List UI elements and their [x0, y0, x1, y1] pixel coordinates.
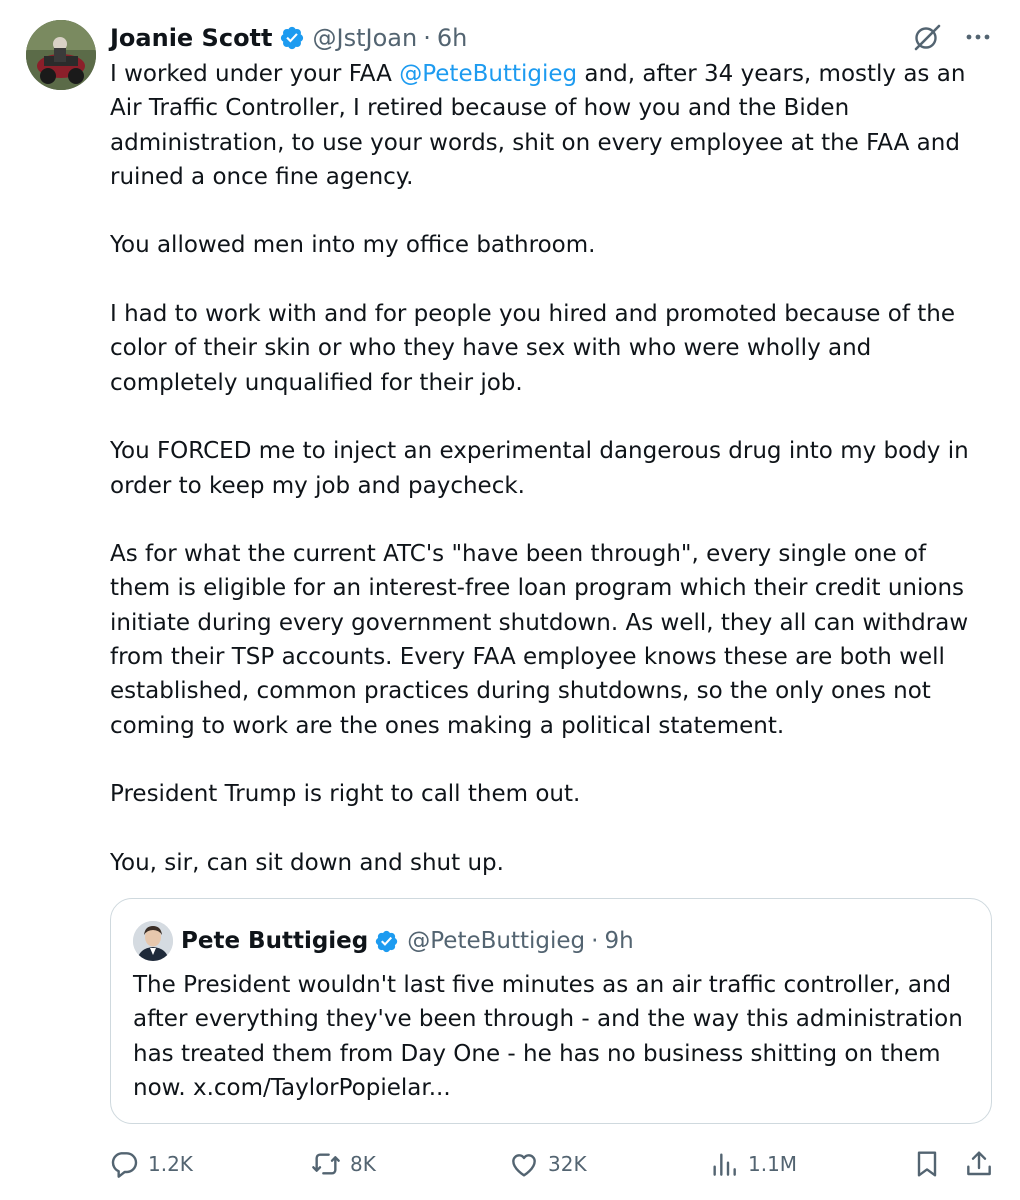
share-button[interactable] [963, 1144, 995, 1184]
like-count: 32K [548, 1152, 587, 1176]
quoted-handle[interactable]: @PeteButtigieg [407, 928, 586, 954]
paragraph-4: You FORCED me to inject an experimental dangerous drug into my body in order to keep my job and paycheck. [110, 438, 969, 499]
bookmark-icon [911, 1148, 943, 1180]
repost-button[interactable] [310, 1144, 376, 1184]
views-count: 1.1M [748, 1152, 798, 1176]
reply-count: 1.2K [148, 1152, 193, 1176]
text-segment: I worked under your FAA [110, 61, 400, 87]
tweet-body [110, 57, 990, 880]
share-icon [963, 1148, 995, 1180]
action-bar [108, 1144, 993, 1184]
heart-icon [508, 1148, 540, 1180]
author-handle[interactable]: @JstJoan [312, 24, 418, 52]
header-actions [912, 22, 992, 52]
separator-dot: · [423, 24, 431, 52]
mention-link[interactable]: @PeteButtigieg [399, 61, 578, 87]
paragraph-6: President Trump is right to call them out. [110, 781, 581, 808]
quoted-display-name[interactable]: Pete Buttigieg [181, 928, 369, 954]
author-display-name[interactable]: Joanie Scott [110, 24, 273, 52]
like-button[interactable] [508, 1144, 587, 1184]
text-segment: and, after 34 years, mostly as an Air Traffic Controller, I retired because of how you and the Biden administration, to use your words, shit on every employee at the FAA and ruined a once fine agency. [110, 61, 966, 190]
quoted-author-avatar[interactable] [133, 921, 173, 961]
grok-icon[interactable] [912, 22, 942, 52]
post-timestamp[interactable]: 6h [436, 24, 468, 52]
paragraph-3: I had to work with and for people you hired and promoted because of the color of their skin or who they have sex with who were wholly and completely unqualified for their job. [110, 301, 955, 396]
paragraph-7: You, sir, can sit down and shut up. [110, 849, 504, 876]
verified-badge-icon[interactable] [279, 25, 305, 51]
quoted-header [181, 923, 634, 959]
repost-count: 8K [350, 1152, 376, 1176]
quoted-text: The President wouldn't last five minutes as an air traffic controller, and after everything they've been through - and the way this administration has treated them from Day One - he has no business shitting on them now. x.com/TaylorPopielar... [133, 972, 963, 1101]
repost-icon [310, 1148, 342, 1180]
quoted-tweet[interactable] [110, 898, 992, 1124]
reply-button[interactable] [108, 1144, 193, 1184]
author-avatar[interactable] [26, 20, 96, 90]
verified-badge-icon[interactable] [374, 929, 399, 954]
paragraph-2: You allowed men into my office bathroom. [110, 232, 596, 259]
avatar-image [26, 20, 96, 90]
views-icon [708, 1148, 740, 1180]
views-button[interactable] [708, 1144, 797, 1184]
paragraph-5: As for what the current ATC's "have been through", every single one of them is eligible for an interest-free loan program which their credit unions initiate during every government shutdown. As well, they all can withdraw from their TSP accounts. Every FAA employee knows these are both well established, common practices during shutdowns, so the only ones not coming to work are the ones making a political statement. [110, 541, 969, 739]
more-icon[interactable] [964, 23, 992, 51]
bookmark-button[interactable] [911, 1144, 943, 1184]
separator-dot: · [591, 928, 599, 954]
reply-icon [108, 1148, 140, 1180]
quoted-timestamp[interactable]: 9h [604, 928, 634, 954]
paragraph-1 [110, 57, 990, 194]
tweet-header [110, 20, 467, 56]
quoted-avatar-image [133, 921, 173, 961]
